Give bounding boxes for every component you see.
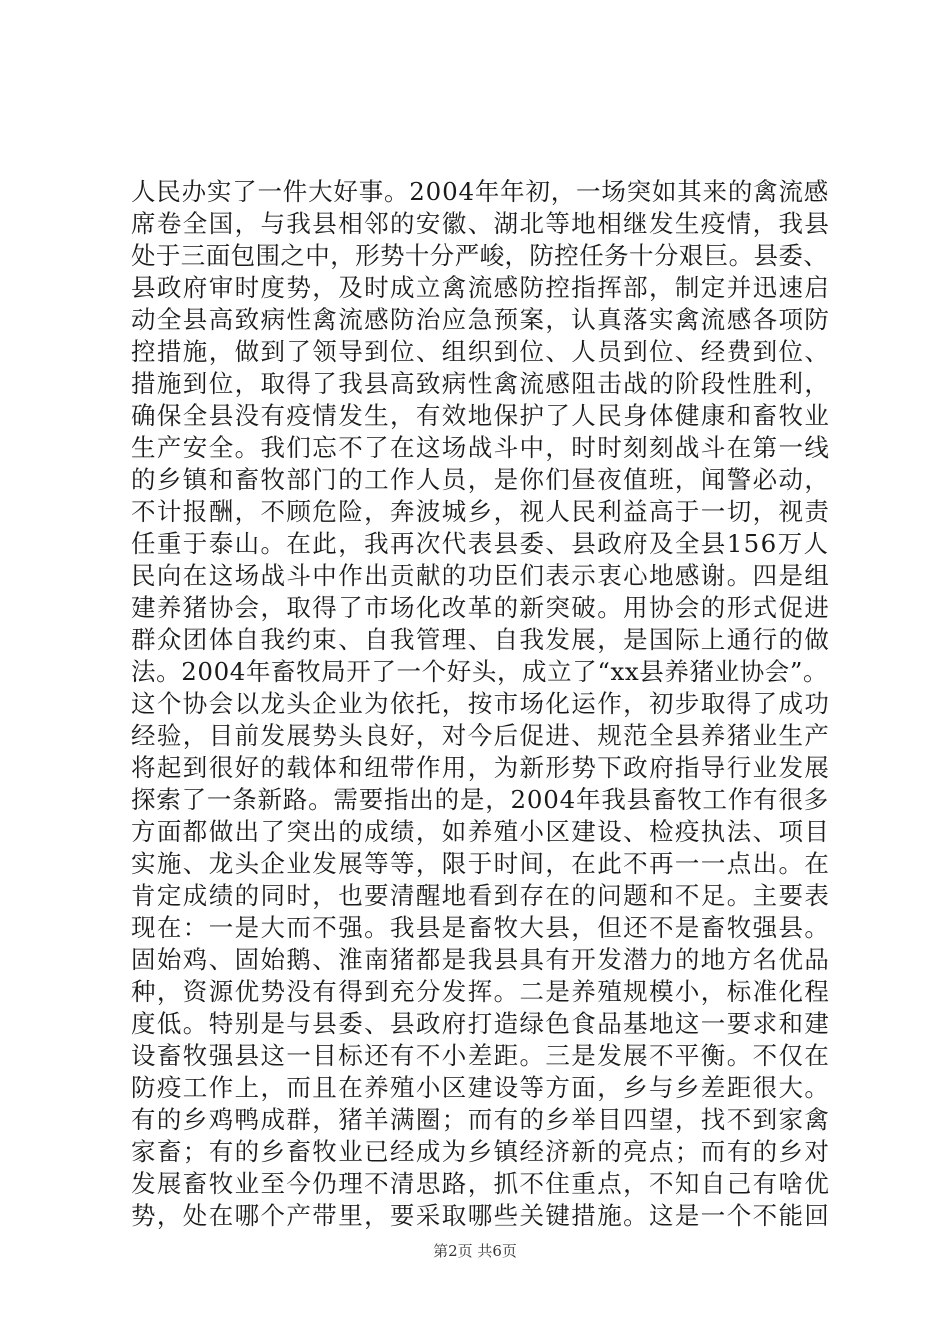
text-line: 控措施，做到了领导到位、组织到位、人员到位、经费到位、 (131, 337, 831, 366)
text-line: 防疫工作上，而且在养殖小区建设等方面，乡与乡差距很大。 (131, 1073, 831, 1102)
text-line: 民向在这场战斗中作出贡献的功臣们表示衷心地感谢。四是组 (131, 561, 831, 590)
text-line: 固始鸡、固始鹅、淮南猪都是我县具有开发潜力的地方名优品 (131, 945, 831, 974)
text-line: 不计报酬，不顾危险，奔波城乡，视人民利益高于一切，视责 (131, 497, 831, 526)
text-line: 实施、龙头企业发展等等，限于时间，在此不再一一点出。在 (131, 849, 831, 878)
page-footer (0, 1241, 950, 1261)
text-line: 探索了一条新路。需要指出的是，2004年我县畜牧工作有很多 (131, 785, 830, 814)
text-line: 县政府审时度势，及时成立禽流感防控指挥部，制定并迅速启 (131, 273, 831, 302)
page-number: 第2页 共6页 (433, 1242, 517, 1260)
text-line: 现在：一是大而不强。我县是畜牧大县，但还不是畜牧强县。 (131, 913, 831, 942)
text-line: 法。2004年畜牧局开了一个好头，成立了“xx县养猪业协会”。 (131, 657, 829, 686)
text-line: 席卷全国，与我县相邻的安徽、湖北等地相继发生疫情，我县 (131, 209, 831, 238)
text-line: 经验，目前发展势头良好，对今后促进、规范全县养猪业生产 (131, 721, 831, 750)
text-line: 发展畜牧业至今仍理不清思路，抓不住重点，不知自己有啥优 (131, 1169, 831, 1198)
text-line: 任重于泰山。在此，我再次代表县委、县政府及全县156万人 (131, 529, 830, 558)
text-line: 建养猪协会，取得了市场化改革的新突破。用协会的形式促进 (131, 593, 831, 622)
text-line: 生产安全。我们忘不了在这场战斗中，时时刻刻战斗在第一线 (131, 433, 831, 462)
text-line: 群众团体自我约束、自我管理、自我发展，是国际上通行的做 (131, 625, 831, 654)
text-line: 种，资源优势没有得到充分发挥。二是养殖规模小，标准化程 (131, 977, 831, 1006)
text-line: 处于三面包围之中，形势十分严峻，防控任务十分艰巨。县委、 (131, 241, 829, 270)
text-line: 动全县高致病性禽流感防治应急预案，认真落实禽流感各项防 (131, 305, 831, 334)
text-line: 人民办实了一件大好事。2004年年初，一场突如其来的禽流感 (131, 177, 830, 206)
text-line: 措施到位，取得了我县高致病性禽流感阻击战的阶段性胜利， (131, 369, 831, 398)
text-line: 将起到很好的载体和纽带作用，为新形势下政府指导行业发展 (131, 753, 831, 782)
text-line: 方面都做出了突出的成绩，如养殖小区建设、检疫执法、项目 (131, 817, 831, 846)
text-line: 确保全县没有疫情发生，有效地保护了人民身体健康和畜牧业 (131, 401, 831, 430)
text-line: 势，处在哪个产带里，要采取哪些关键措施。这是一个不能回 (131, 1201, 831, 1230)
text-line: 有的乡鸡鸭成群，猪羊满圈；而有的乡举目四望，找不到家禽 (131, 1105, 831, 1134)
text-line: 设畜牧强县这一目标还有不小差距。三是发展不平衡。不仅在 (131, 1041, 831, 1070)
text-line: 肯定成绩的同时，也要清醒地看到存在的问题和不足。主要表 (131, 881, 831, 910)
text-line: 这个协会以龙头企业为依托，按市场化运作，初步取得了成功 (131, 689, 831, 718)
body-text (131, 176, 831, 1232)
text-line: 度低。特别是与县委、县政府打造绿色食品基地这一要求和建 (131, 1009, 831, 1038)
text-line: 的乡镇和畜牧部门的工作人员，是你们昼夜值班，闻警必动， (131, 465, 831, 494)
text-line: 家畜；有的乡畜牧业已经成为乡镇经济新的亮点；而有的乡对 (131, 1137, 831, 1166)
